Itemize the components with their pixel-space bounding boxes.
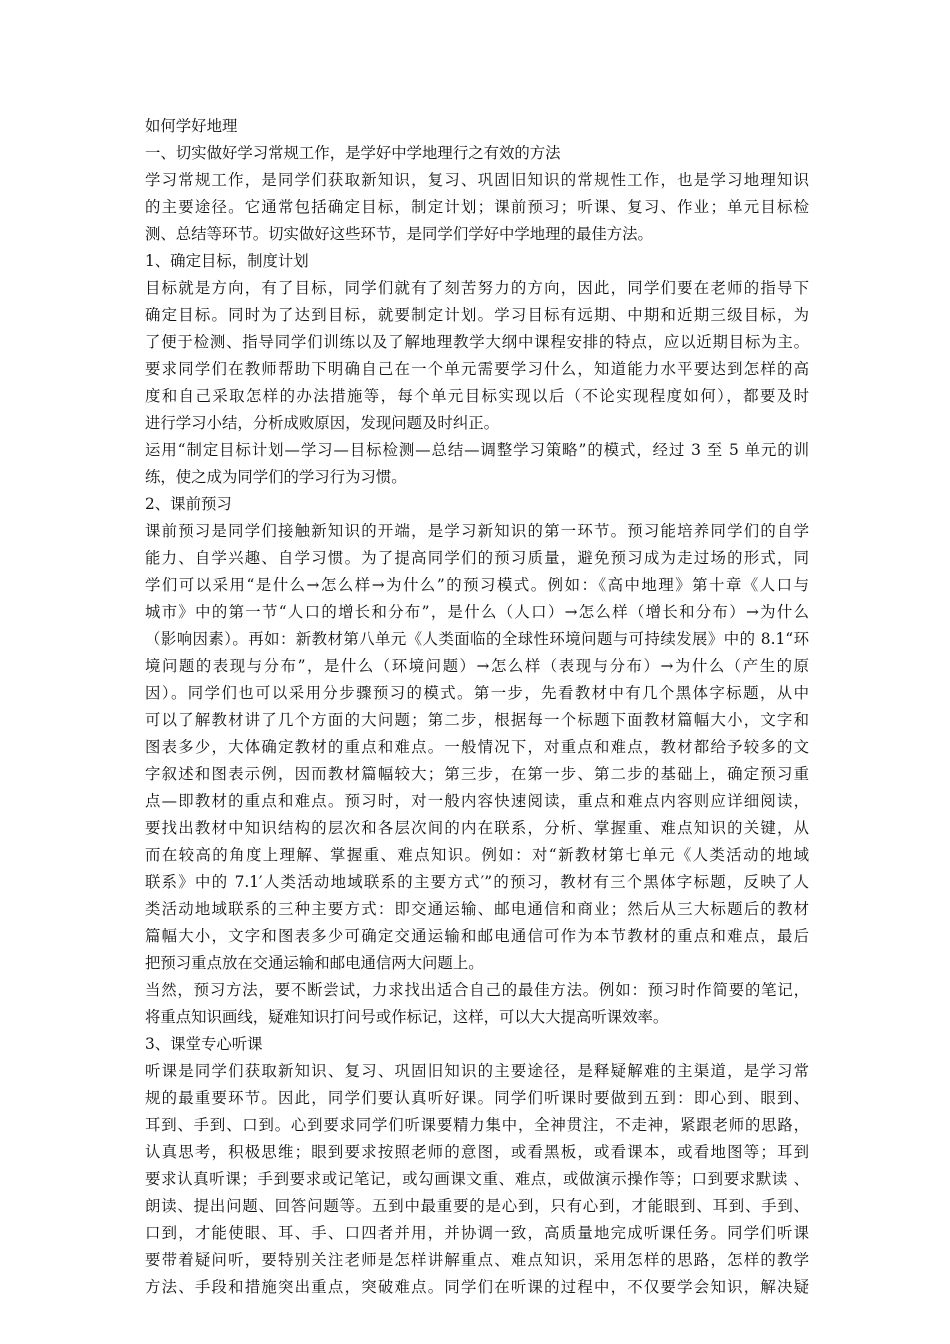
text-line: 篇幅大小，文字和图表多少可确定交通运输和邮电通信可作为本节教材的重点和难点，最后: [145, 927, 809, 945]
text-line: 类活动地域联系的三种主要方式：即交通运输、邮电通信和商业；然后从三大标题后的教材: [145, 900, 809, 918]
text-line: 要找出教材中知识结构的层次和各层次间的内在联系，分析、掌握重、难点知识的关键，从: [145, 819, 809, 837]
text-line: 要带着疑问听，要特别关注老师是怎样讲解重点、难点知识，采用怎样的思路，怎样的教学: [145, 1251, 809, 1269]
text-line: 了便于检测、指导同学们训练以及了解地理教学大纲中课程安排的特点，应以近期目标为主。: [145, 333, 809, 351]
text-line: 规的最重要环节。因此，同学们要认真听好课。同学们听课时要做到五到：即心到、眼到、: [145, 1089, 809, 1107]
text-line: 练，使之成为同学们的学习行为习惯。: [145, 468, 407, 486]
document-title: 如何学好地理: [145, 117, 238, 135]
text-line: 图表多少，大体确定教材的重点和难点。一般情况下，对重点和难点，教材都给予较多的文: [145, 738, 809, 756]
text-line: 能力、自学兴趣、自学习惯。为了提高同学们的预习质量，避免预习成为走过场的形式，同: [145, 549, 809, 567]
text-line: 把预习重点放在交通运输和邮电通信两大问题上。: [145, 954, 484, 972]
text-line: 耳到、手到、口到。心到要求同学们听课要精力集中，全神贯注，不走神，紧跟老师的思路，: [145, 1116, 809, 1134]
text-line: 一、切实做好学习常规工作，是学好中学地理行之有效的方法: [145, 144, 561, 162]
text-line: 进行学习小结，分析成败原因，发现问题及时纠正。: [145, 414, 499, 432]
text-line: 朗读、提出问题、回答问题等。五到中最重要的是心到，只有心到，才能眼到、耳到、手到、: [145, 1197, 809, 1215]
text-line: 而在较高的角度上理解、掌握重、难点知识。例如：对“新教材第七单元《人类活动的地域: [145, 846, 809, 864]
text-line: 测、总结等环节。切实做好这些环节，是同学们学好中学地理的最佳方法。: [145, 225, 653, 243]
text-line: 的主要途径。它通常包括确定目标，制定计划；课前预习；听课、复习、作业；单元目标检: [145, 198, 809, 216]
text-line: 可以了解教材讲了几个方面的大问题；第二步，根据每一个标题下面教材篇幅大小，文字和: [145, 711, 809, 729]
text-line: 要求同学们在教师帮助下明确自己在一个单元需要学习什么，知道能力水平要达到怎样的高: [145, 360, 809, 378]
text-line: 课前预习是同学们接触新知识的开端，是学习新知识的第一环节。预习能培养同学们的自学: [145, 522, 809, 540]
text-line: 将重点知识画线，疑难知识打问号或作标记，这样，可以大大提高听课效率。: [145, 1008, 669, 1026]
text-line: 方法、手段和措施突出重点，突破难点。同学们在听课的过程中，不仅要学会知识，解决疑: [145, 1278, 809, 1296]
text-line: 口到，才能使眼、耳、手、口四者并用，并协调一致，高质量地完成听课任务。同学们听课: [145, 1224, 809, 1242]
text-line: 境问题的表现与分布”，是什么（环境问题）→怎么样（表现与分布）→为什么（产生的原: [145, 657, 809, 675]
text-line: 学们可以采用“是什么→怎么样→为什么”的预习模式。例如：《高中地理》第十章《人口与: [145, 576, 809, 594]
text-line: 认真思考，积极思维；眼到要求按照老师的意图，或看黑板，或看课本，或看地图等；耳到: [145, 1143, 809, 1161]
text-line: 度和自己采取怎样的办法措施等，每个单元目标实现以后（不论实现程度如何），都要及时: [145, 387, 809, 405]
text-line: 2、课前预习: [145, 495, 232, 513]
text-line: 联系》中的 7.1′人类活动地域联系的主要方式′”的预习，教材有三个黑体字标题，反映了人: [145, 873, 809, 891]
text-line: 城市》中的第一节“人口的增长和分布”，是什么（人口）→怎么样（增长和分布）→为什么: [145, 603, 809, 621]
text-line: 当然，预习方法，要不断尝试，力求找出适合自己的最佳方法。例如：预习时作简要的笔记，: [145, 981, 809, 999]
text-line: 运用“制定目标计划—学习—目标检测—总结—调整学习策略”的模式，经过 3 至 5 单元的训: [145, 441, 809, 459]
text-line: 要求认真听课；手到要求或记笔记，或勾画课文重、难点，或做演示操作等；口到要求默读 、: [145, 1170, 809, 1188]
text-line: （影响因素）。再如：新教材第八单元《人类面临的全球性环境问题与可持续发展》中的 8.1“环: [145, 630, 809, 648]
text-line: 目标就是方向，有了目标，同学们就有了刻苦努力的方向，因此，同学们要在老师的指导下: [145, 279, 809, 297]
text-line: 听课是同学们获取新知识、复习、巩固旧知识的主要途径，是释疑解难的主渠道，是学习常: [145, 1062, 809, 1080]
text-line: 1、确定目标，制度计划: [145, 252, 309, 270]
text-line: 因）。同学们也可以采用分步骤预习的模式。第一步，先看教材中有几个黑体字标题，从中: [145, 684, 809, 702]
document-body: [145, 113, 809, 1301]
text-line: 确定目标。同时为了达到目标，就要制定计划。学习目标有远期、中期和近期三级目标，为: [145, 306, 809, 324]
text-line: 点—即教材的重点和难点。预习时，对一般内容快速阅读，重点和难点内容则应详细阅读，: [145, 792, 809, 810]
text-line: 学习常规工作，是同学们获取新知识，复习、巩固旧知识的常规性工作，也是学习地理知识: [145, 171, 809, 189]
text-line: 3、课堂专心听课: [145, 1035, 263, 1053]
text-line: 字叙述和图表示例，因而教材篇幅较大；第三步，在第一步、第二步的基础上，确定预习重: [145, 765, 809, 783]
